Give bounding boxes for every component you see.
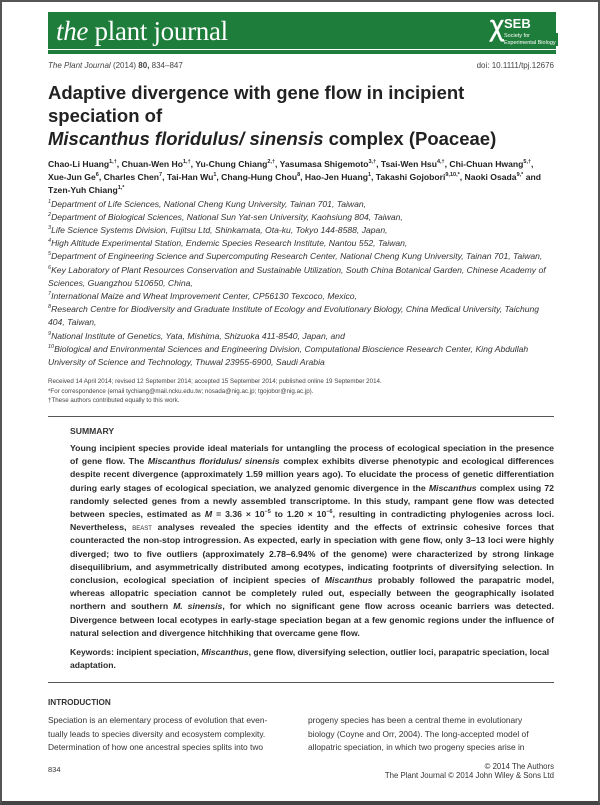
intro-line: Determination of how one ancestral species splits into two	[48, 741, 264, 752]
summary-heading: SUMMARY	[70, 426, 115, 437]
affiliation-number: 8	[48, 304, 52, 311]
summary-segment: to 1.20 × 10	[270, 509, 327, 520]
summary-text	[70, 442, 554, 640]
seb-logo	[490, 16, 554, 50]
article-page	[48, 0, 554, 790]
seb-chromosome-icon: Ꭓ	[490, 16, 505, 41]
affiliation-number: 2	[48, 211, 52, 218]
summary-segment: Miscanthus floridulus/ sinensis	[147, 456, 280, 467]
summary-segment: analyses revealed the species identity and the effects of extrinsic cohesive forces that counteracted the non-stop introgression. As expected, early in speciation with gene flow, only 3–13 loci were highly diverged; two to five outliers (approximately 2.78–6.94% of the genome) were characterized by strong linkage disequilibrium, and asymmetrically distributed among ecotypes, indicating footprints of diversifying selection. In conclusion, ecological speciation of incipient species of	[70, 522, 554, 586]
seb-line1: Society for	[504, 33, 530, 39]
summary-segment: M. sinensis	[173, 601, 223, 612]
affiliation	[48, 343, 554, 369]
summary-segment: , resulting in contradicting phylogenies across loci. Nevertheless,	[70, 509, 555, 533]
page-number: 834	[48, 765, 61, 775]
author-affiliation-marker: 9,10,*	[445, 172, 460, 179]
title-line1: Adaptive divergence with gene flow in incipient speciation of	[48, 82, 465, 126]
summary-segment: , for which no significant gene flow across oceanic barriers was detected. Divergence between local ecotypes in early-stage speciation began at a few genomic regions under the influence of natural selection and divergence hitchhiking that overcame gene flow.	[70, 601, 554, 638]
copyright-line2: The Plant Journal © 2014 John Wiley & Sons Ltd	[384, 771, 554, 781]
affiliation	[48, 303, 554, 329]
affiliation-number: 1	[48, 198, 52, 205]
affiliation-text: Biological and Environmental Sciences and Engineering Division, Computational Bioscience Research Center, King Abdullah University of Science and Technology, Thuwal 23955-6900, Saudi Arabia	[48, 343, 529, 368]
affiliation-number: 7	[48, 291, 52, 298]
divider	[48, 416, 554, 417]
article-meta	[48, 377, 554, 406]
author-affiliation-marker: 6	[95, 172, 99, 179]
author	[195, 159, 275, 169]
page-footer	[48, 762, 554, 780]
affiliation-text: Department of Biological Sciences, National Sun Yat-sen University, Kaohsiung 804, Taiwan,	[51, 211, 403, 222]
author-affiliation-marker: 1	[367, 172, 372, 179]
title-italic: Miscanthus floridulus/ sinensis	[48, 128, 324, 149]
keywords-after: , gene flow, diversifying selection, outlier loci, parapatric speciation, local adaptation.	[70, 647, 550, 671]
summary-segment: −6	[326, 509, 333, 516]
author-name: Chang-Hung Chou	[221, 172, 298, 183]
affiliation	[48, 330, 554, 343]
author	[280, 159, 377, 169]
author-affiliation-marker: 1,†	[182, 159, 191, 166]
author-affiliation-marker: 1,†	[109, 159, 117, 166]
author-name: Hao-Jen Huang	[304, 172, 368, 183]
keywords-italic: Miscanthus	[201, 647, 249, 658]
author	[305, 172, 371, 182]
author-affiliation-marker: 3,†	[368, 159, 377, 166]
intro-column-right	[308, 714, 554, 754]
affiliation-text: Research Centre for Biodiversity and Graduate Institute of Ecology and Evolutionary Biology, China Medical University, Taichung 404, Taiwan,	[48, 304, 540, 328]
affiliation-text: National Institute of Genetics, Yata, Mishima, Shizuoka 411-8540, Japan, and	[51, 330, 345, 341]
correspondence: *For correspondence (email tychiang@mail.ncku.edu.tw; nosada@nig.ac.jp; tgojobor@nig.ac.jp).	[48, 387, 314, 395]
author-name: Chao-Li Huang	[48, 159, 110, 169]
intro-line: tually leads to species diversity and ecosystem complexity.	[48, 728, 266, 739]
doi[interactable]: doi: 10.1111/tpj.12676	[476, 61, 554, 70]
citation-row	[48, 61, 554, 71]
author	[449, 159, 531, 169]
summary-segment: Miscanthus	[428, 482, 477, 493]
copyright-line1: © 2014 The Authors	[484, 762, 554, 772]
author-affiliation-marker: 1,*	[117, 185, 125, 192]
author	[104, 172, 162, 182]
summary-section	[70, 425, 554, 672]
summary-segment: beast	[132, 522, 152, 533]
citation	[48, 61, 183, 71]
affiliation	[48, 211, 554, 224]
author-affiliation-marker: 8	[297, 172, 301, 179]
equal-contribution-note: †These authors contributed equally to this work.	[48, 397, 180, 405]
author	[221, 172, 300, 182]
author	[167, 172, 217, 182]
intro-line: biology (Coyne and Orr, 2004). The long-accepted model of	[308, 728, 529, 739]
affiliation-number: 6	[48, 264, 52, 271]
author	[465, 172, 524, 182]
affiliation-text: Key Laboratory of Plant Resources Conservation and Sustainable Utilization, South China Botanical Garden, Chinese Academy of Sciences, Guangzhou 510650, China,	[48, 264, 546, 288]
citation-year: (2014)	[112, 61, 137, 70]
author	[48, 159, 117, 169]
intro-line: allopatric speciation, in which two progeny species arise in	[308, 741, 525, 752]
author-name: Naoki Osada	[464, 172, 517, 183]
author-name: Chi-Chuan Hwang	[449, 159, 524, 169]
author	[122, 159, 191, 169]
author-and: and	[525, 172, 541, 183]
author	[376, 172, 460, 182]
intro-columns	[48, 714, 554, 754]
seb-name	[504, 33, 558, 46]
affiliation-text: Life Science Systems Division, Fujitsu Ltd, Shinkamata, Ota-ku, Tokyo 144-8588, Japan,	[51, 225, 388, 236]
summary-segment: Miscanthus	[324, 575, 373, 586]
keywords-label: Keywords:	[70, 647, 114, 658]
author-name: Tsai-Wen Hsu	[380, 159, 437, 169]
author-name: Yu-Chung Chiang	[195, 159, 268, 169]
copyright	[385, 762, 554, 780]
affiliation-text: Department of Life Sciences, National Cheng Kung University, Tainan 701, Taiwan,	[51, 198, 367, 209]
author-affiliation-marker: 7	[159, 172, 163, 179]
author-affiliation-marker: 5,†	[523, 159, 532, 166]
affiliation-number: 10	[48, 343, 55, 350]
keywords	[70, 646, 554, 672]
affiliation-number: 3	[48, 225, 52, 232]
author	[48, 172, 99, 182]
affiliation-text: High Altitude Experimental Station, Endemic Species Research Institute, Nantou 552, Taiwan,	[51, 238, 408, 249]
summary-segment: M	[204, 509, 213, 520]
summary-segment: complex using 72 randomly selected genes from a newly assembled transcriptome. In this study, rampant gene flow was detected between species, estimated as	[70, 482, 555, 520]
received-dates: Received 14 April 2014; revised 12 September 2014; accepted 15 September 2014; published online 19 September 2014.	[48, 378, 382, 386]
author	[381, 159, 445, 169]
author-name: Tzen-Yuh Chiang	[48, 185, 118, 196]
author-affiliation-marker: 4,†	[436, 159, 445, 166]
author-name: Tai-Han Wu	[166, 172, 214, 183]
author-name: Yasumasa Shigemoto	[279, 159, 369, 169]
intro-column-left	[48, 714, 294, 754]
affiliation-text: International Maize and Wheat Improvement Center, CP56130 Texcoco, Mexico,	[51, 291, 357, 302]
summary-segment: Young incipient species provide ideal materials for untangling the process of ecological speciation in the presence of gene flow. The	[70, 443, 554, 467]
seb-line2: Experimental Biology	[504, 39, 556, 46]
citation-volume: 80,	[138, 61, 150, 70]
journal-banner	[48, 12, 556, 54]
author-affiliation-marker: 1	[213, 172, 217, 179]
title-rest: complex (Poaceae)	[323, 128, 497, 149]
author-name: Xue-Jun Ge	[48, 172, 96, 183]
seb-abbr: SEB	[504, 16, 531, 31]
summary-segment: probably followed the parapatric model, whereas allopatric speciation cannot be completely ruled out, especially between the geographically isolated northern and southern	[70, 575, 554, 612]
affiliations	[48, 198, 554, 370]
affiliation-number: 9	[48, 330, 52, 337]
keywords-before: incipient speciation,	[113, 647, 202, 658]
author	[48, 185, 124, 195]
summary-segment: −5	[264, 509, 271, 516]
author-name: Charles Chen	[103, 172, 160, 183]
affiliation	[48, 224, 554, 237]
summary-segment: complex exhibits diverse phenotypic and ecological differences despite recent divergence (approximately 1.59 million years ago). To elucidate the process of genetic differentiation during early stages of ecological speciation, we analyzed genomic divergence in the	[70, 456, 554, 493]
affiliation-number: 5	[48, 251, 52, 258]
intro-line: progeny species has been a central theme in evolutionary	[308, 715, 523, 726]
introduction-heading: INTRODUCTION	[48, 698, 111, 708]
author-name: Chuan-Wen Ho	[121, 159, 183, 169]
citation-journal: The Plant Journal	[48, 61, 111, 70]
citation-pages: 834–847	[151, 61, 183, 70]
banner-rule	[48, 49, 556, 50]
author-list: Chao-Li Huang$^{1,\dagger}$, Chuan-Wen $Ho^{1,\dagger}$, Yu-Chung Chiang$^{2,\dagger}$, Yasumasa Shigemoto$^{3,\dagger}$, Tsai-Wen Hsu$^{4,\dagger}$, Chi-Chuan Hwang$^{5,\dagger}$, Xue-Jun Ge$^6$, Charles Chen$^7$, Tai-Han Wu$^1$, Chang-Hung Chou$^8$, Hao-Jen Huang$^1$, Takashi Gojobori$^{9,10,*}$, Naoki Osada$^{9,*}$ and Tzen-Yuh Chiang$^{1,*}$	[48, 159, 541, 196]
affiliation-number: 4	[48, 238, 52, 245]
journal-logo	[56, 16, 228, 47]
affiliation	[48, 198, 554, 211]
intro-line: Speciation is an elementary process of evolution that even-	[48, 715, 268, 726]
summary-segment: = 3.36 × 10	[212, 509, 265, 520]
author-affiliation-marker: 9,*	[516, 172, 524, 179]
affiliation	[48, 237, 554, 250]
author-affiliation-marker: 2,†	[267, 159, 276, 166]
logo-rest: plant journal	[94, 16, 228, 46]
paper-title	[48, 81, 554, 150]
author-name: Takashi Gojobori	[375, 172, 446, 183]
affiliation	[48, 264, 554, 290]
divider	[48, 682, 554, 683]
affiliation-text: Department of Engineering Science and Supercomputing Research Center, National Cheng Kung University, Tainan 701, Taiwan,	[51, 251, 543, 262]
affiliation	[48, 250, 554, 263]
logo-the: the	[56, 16, 89, 46]
affiliation	[48, 290, 554, 303]
